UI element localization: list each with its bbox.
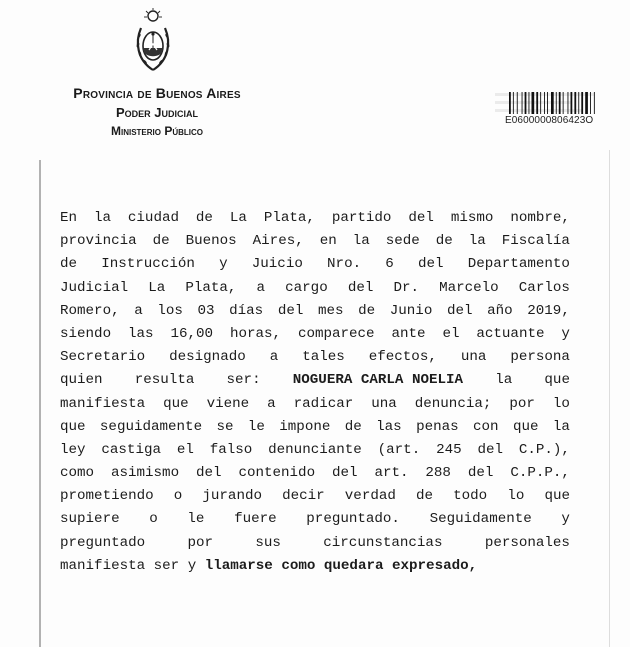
text-word: llamarse [204, 557, 273, 574]
text-word: Seguidamente [429, 511, 532, 528]
text-word: ser: [226, 372, 261, 389]
text-line [60, 462, 570, 485]
text-word: de [435, 233, 453, 250]
text-word: personales [484, 534, 570, 551]
text-word: que [544, 372, 570, 389]
text-word: asimismo [110, 465, 180, 482]
text-word: denunciante [268, 441, 362, 458]
text-word: el [176, 441, 194, 458]
text-word: de [60, 256, 78, 273]
text-word: radicar [293, 395, 354, 412]
text-line [60, 277, 570, 300]
text-word: quedara [323, 557, 384, 574]
text-line [60, 532, 570, 555]
text-line [60, 416, 570, 439]
text-word: Buenos [185, 233, 237, 250]
text-word: le [187, 511, 205, 528]
text-word: C.P.), [518, 441, 570, 458]
text-word: del [331, 465, 358, 482]
text-word: 16,00 [170, 325, 214, 342]
text-word: del [467, 465, 494, 482]
text-word: contenido [238, 465, 316, 482]
text-word: NOGUERA CARLA NOELIA [292, 372, 464, 389]
text-word: que [544, 488, 570, 505]
right-margin-line [609, 150, 610, 647]
text-word: y [187, 557, 197, 574]
text-line [60, 207, 570, 230]
text-word: del [446, 302, 473, 319]
text-word: Junio [389, 302, 433, 319]
text-word: expresado, [392, 557, 478, 574]
text-word: 288 [425, 465, 451, 482]
text-word: del [277, 302, 304, 319]
text-word: prometiendo [60, 488, 154, 505]
text-word: lo [507, 488, 525, 505]
text-word: o [173, 488, 183, 505]
text-word: Plata, [185, 279, 237, 296]
text-word: año [487, 302, 513, 319]
text-word: le [247, 418, 265, 435]
text-line [60, 393, 570, 416]
text-word: falso [209, 441, 253, 458]
text-word: en [319, 233, 337, 250]
text-word: cargo [285, 279, 328, 296]
text-word: La [148, 279, 166, 296]
text-word: mes [317, 302, 344, 319]
text-word: la [495, 372, 513, 389]
text-word: preguntado. [306, 511, 400, 528]
text-word: verdad [344, 488, 396, 505]
text-word: art. [374, 465, 409, 482]
text-word: efectos, [368, 349, 437, 366]
text-word: Dr. [393, 279, 419, 296]
text-word: Aires, [252, 233, 304, 250]
text-word: del [347, 279, 374, 296]
text-line [60, 485, 570, 508]
text-word: Instrucción [101, 256, 195, 273]
text-word: a [269, 349, 279, 366]
text-word: fuere [234, 511, 277, 528]
text-line [60, 439, 570, 462]
text-word: nombre, [510, 210, 570, 226]
text-word: días [229, 302, 264, 319]
text-word: ser [153, 557, 180, 574]
header-public-ministry: Ministerio Público [110, 124, 203, 138]
text-word: Fiscalía [501, 233, 570, 250]
text-word: jurando [202, 488, 262, 505]
text-line [60, 300, 570, 323]
text-word: (art. [377, 441, 421, 458]
coat-of-arms-icon [134, 8, 172, 74]
text-word: penas [416, 418, 459, 435]
institution-header [52, 84, 262, 141]
text-word: preguntado [60, 534, 146, 551]
text-word: seguidamente [99, 418, 203, 435]
left-margin-line [39, 160, 41, 647]
barcode-block [505, 92, 613, 126]
text-word: decir [282, 488, 325, 505]
text-line [60, 230, 570, 253]
text-word: los [157, 302, 183, 319]
text-word: supiere [60, 511, 120, 528]
text-word: denuncia; [414, 395, 492, 412]
text-word: el [442, 325, 460, 342]
text-word: del [477, 441, 503, 458]
text-word: La [229, 210, 247, 226]
text-word: 03 [197, 302, 215, 319]
text-line [60, 508, 570, 531]
text-word: mismo [450, 210, 494, 226]
text-word: una [371, 395, 397, 412]
text-word: se [216, 418, 234, 435]
text-word: y [219, 256, 228, 273]
text-word: que [163, 395, 189, 412]
text-word: provincia [60, 233, 137, 250]
text-word: la [468, 233, 486, 250]
text-word: sus [255, 534, 281, 551]
header-judicial-power: Poder Judicial [115, 105, 198, 120]
text-word: actuante [476, 325, 545, 342]
text-word: la [93, 210, 111, 226]
text-word: ante [391, 325, 426, 342]
text-word: las [128, 325, 154, 342]
text-word: por [509, 395, 535, 412]
text-word: una [460, 349, 487, 366]
text-word: por [187, 534, 214, 551]
text-word: Plata, [263, 210, 315, 226]
text-word: tales [302, 349, 345, 366]
text-line [60, 346, 570, 369]
text-word: resulta [134, 372, 195, 389]
text-word: a [256, 279, 266, 296]
text-word: que [512, 418, 539, 435]
text-word: Marcelo [439, 279, 499, 296]
text-word: como [281, 557, 316, 574]
text-word: persona [510, 349, 570, 366]
text-word: como [60, 465, 95, 482]
text-word: Judicial [60, 279, 129, 296]
text-word: castiga [101, 441, 161, 458]
text-word: de [416, 488, 434, 505]
text-word: ley [60, 441, 86, 458]
text-word: del [408, 210, 434, 226]
text-line [60, 555, 570, 578]
text-word: circunstancias [323, 534, 443, 551]
text-word: del [196, 465, 222, 482]
barcode-image [509, 92, 609, 114]
text-word: Juicio [251, 256, 303, 273]
text-word: 2019, [527, 302, 570, 319]
text-word: que [60, 418, 86, 435]
text-line [60, 323, 570, 346]
text-word: todo [453, 488, 488, 505]
text-word: Romero, [60, 302, 120, 319]
text-word: 6 [385, 256, 394, 273]
text-word: o [149, 511, 158, 528]
text-word: del [418, 256, 444, 273]
text-word: manifiesta [60, 395, 146, 412]
text-word: Departamento [467, 256, 570, 273]
text-word: Nro. [327, 256, 362, 273]
text-word: a [134, 302, 143, 319]
text-word: con [473, 418, 499, 435]
text-word: En [60, 210, 78, 226]
text-word: de [152, 233, 170, 250]
text-word: a [267, 395, 276, 412]
text-word: las [376, 418, 402, 435]
text-word: impone [279, 418, 331, 435]
declaration-body [60, 207, 570, 578]
text-word: comparece [297, 325, 375, 342]
text-word: y [561, 325, 570, 342]
text-word: lo [552, 395, 570, 412]
text-word: la [352, 233, 370, 250]
text-word: de [344, 418, 362, 435]
text-line [60, 253, 570, 276]
text-word: ciudad [127, 210, 179, 226]
text-word: viene [206, 395, 250, 412]
text-word: Carlos [518, 279, 570, 296]
text-word: la [552, 418, 570, 435]
text-word: y [561, 511, 570, 528]
text-word: designado [169, 349, 246, 366]
text-word: quien [60, 372, 103, 389]
text-word: manifiesta [60, 557, 146, 574]
text-word: siendo [60, 325, 112, 342]
text-word: de [195, 210, 213, 226]
text-word: partido [331, 210, 392, 226]
text-word: Secretario [60, 349, 146, 366]
text-word: horas, [229, 325, 282, 342]
header-province: Provincia de Buenos Aires [73, 85, 241, 101]
text-word: C.P.P., [510, 465, 570, 482]
text-line [60, 369, 570, 392]
text-word: 245 [436, 441, 462, 458]
barcode-number: E0600000806423O [505, 115, 594, 126]
text-word: sede [385, 233, 420, 250]
text-word: de [358, 302, 376, 319]
